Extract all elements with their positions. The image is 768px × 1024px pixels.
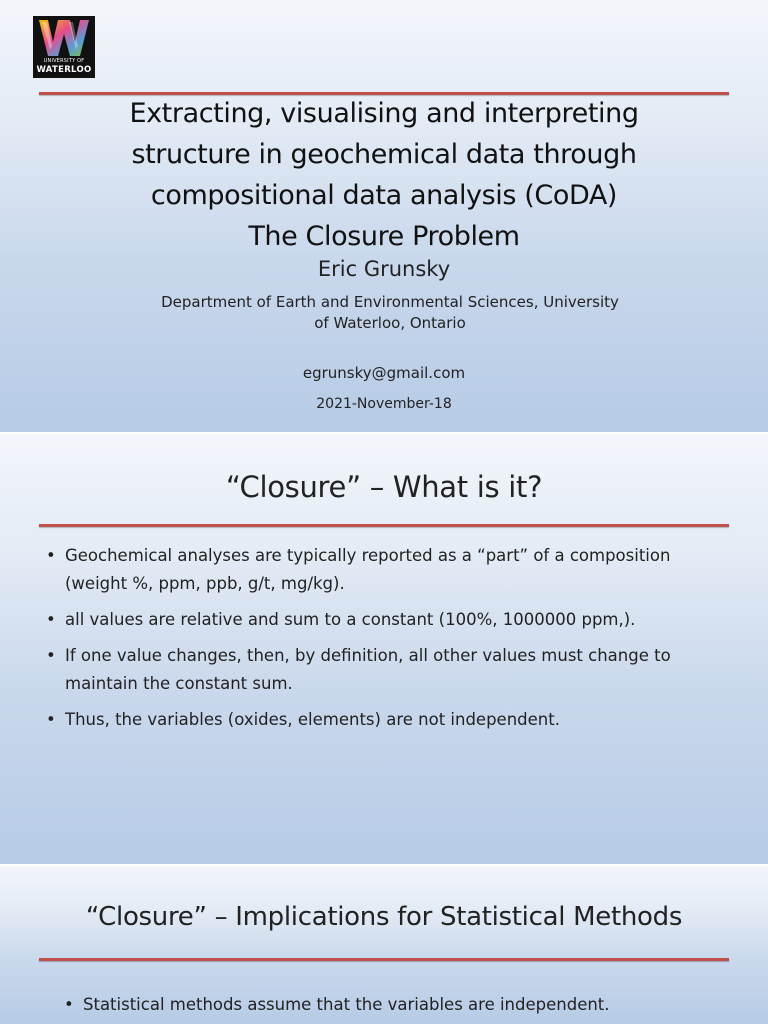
bullet-icon: • <box>46 646 56 665</box>
title-slide <box>0 0 768 432</box>
department-affiliation <box>110 292 670 334</box>
presentation-title <box>40 93 728 257</box>
list-item <box>46 606 726 634</box>
slide-heading: “Closure” – What is it? <box>225 470 543 504</box>
university-logo <box>33 16 95 78</box>
title-line: Extracting, visualising and interpreting <box>129 98 639 129</box>
department-line: of Waterloo, Ontario <box>314 314 466 332</box>
closure-implications-slide <box>0 866 768 1024</box>
logo-waterloo-text: WATERLOO <box>36 65 92 75</box>
bullet-text: Geochemical analyses are typically reported as a “part” of a composition (weight %, ppm, ppb, g/t, mg/kg). <box>65 546 671 593</box>
author-email: egrunsky@gmail.com <box>302 364 466 382</box>
logo-university-of-text: UNIVERSITY OF <box>43 58 85 64</box>
bullet-icon: • <box>46 546 56 565</box>
title-line: The Closure Problem <box>248 221 520 252</box>
presentation-date: 2021-November-18 <box>316 396 452 412</box>
list-item <box>46 706 726 734</box>
department-line: Department of Earth and Environmental Sciences, University <box>161 293 619 311</box>
bullet-text: If one value changes, then, by definition, all other values must change to maintain the constant sum. <box>65 646 671 693</box>
bullet-text: Statistical methods assume that the variables are independent. <box>83 995 610 1014</box>
bullet-icon: • <box>46 710 56 729</box>
bullet-icon: • <box>46 610 56 629</box>
heading-divider <box>39 958 729 961</box>
bullet-text: all values are relative and sum to a constant (100%, 1000000 ppm,). <box>65 610 636 629</box>
waterloo-w-icon <box>33 16 95 60</box>
bullet-icon: • <box>64 995 74 1014</box>
bullet-list <box>64 991 744 1024</box>
slide-heading: “Closure” – Implications for Statistical Methods <box>85 902 683 932</box>
heading-divider <box>39 524 729 527</box>
closure-definition-slide <box>0 434 768 864</box>
list-item <box>46 642 726 698</box>
author-name: Eric Grunsky <box>317 257 451 281</box>
title-line: structure in geochemical data through <box>131 139 637 170</box>
bullet-text: Thus, the variables (oxides, elements) are not independent. <box>65 710 560 729</box>
list-item <box>64 991 744 1019</box>
bullet-list <box>46 542 726 742</box>
list-item <box>46 542 726 598</box>
title-line: compositional data analysis (CoDA) <box>150 180 618 211</box>
